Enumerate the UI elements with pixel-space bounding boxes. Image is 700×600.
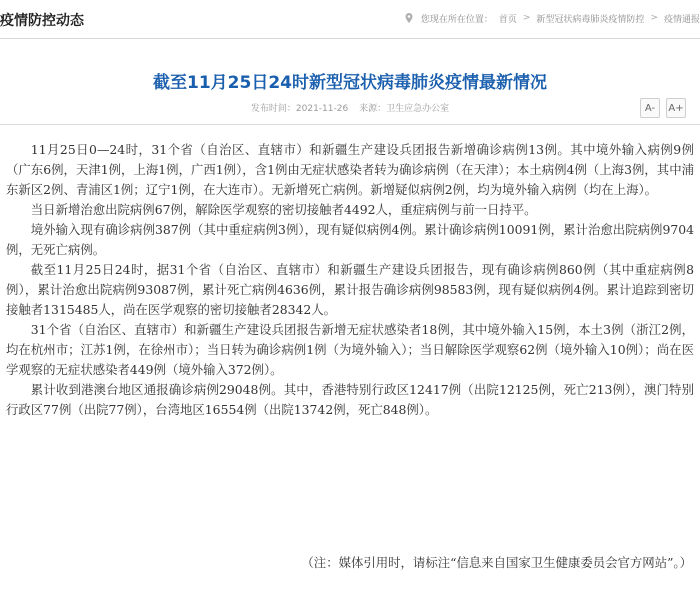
- citation-note: （注：媒体引用时，请标注“信息来自国家卫生健康委员会官方网站”。）: [301, 555, 692, 570]
- title-divider: [0, 124, 700, 125]
- article-title: 截至11月25日24时新型冠状病毒肺炎疫情最新情况: [153, 73, 547, 93]
- paragraph: 累计收到港澳台地区通报确诊病例29048例。其中，香港特别行政区12417例（出院12125例，死亡213例），澳门特别行政区77例（出院77例），台湾地区16554例（出院13742例，死亡848例）。: [6, 382, 694, 417]
- section-title: 疫情防控动态: [0, 13, 84, 29]
- font-size-controls: [640, 98, 686, 118]
- top-bar: [0, 0, 700, 39]
- paragraph: 截至11月25日24时，据31个省（自治区、直辖市）和新疆生产建设兵团报告，现有确诊病例860例（其中重症病例8例），累计治愈出院病例93087例，累计死亡病例4636例，累计报告确诊病例98583例，现有疑似病例4例。累计追踪到密切接触者1315485人，尚在医学观察的密切接触者28342人。: [6, 262, 694, 317]
- paragraph: 境外输入现有确诊病例387例（其中重症病例3例），现有疑似病例4例。累计确诊病例10091例，累计治愈出院病例9704例，无死亡病例。: [6, 222, 694, 257]
- paragraph: 11月25日0—24时，31个省（自治区、直辖市）和新疆生产建设兵团报告新增确诊病例13例。其中境外输入病例9例（广东6例，天津1例，上海1例，广西1例），含1例由无症状感染者转为确诊病例（在天津）；本土病例4例（上海3例，其中浦东新区2例、青浦区1例；辽宁1例，在大连市）。无新增死亡病例。新增疑似病例2例，均为境外输入病例（均在上海）。: [6, 142, 694, 197]
- breadcrumb-home[interactable]: 首页: [498, 14, 517, 25]
- article-body: [6, 140, 694, 420]
- location-pin-icon: [403, 12, 415, 24]
- font-larger-button[interactable]: A+: [666, 98, 686, 118]
- breadcrumb-separator: >: [650, 13, 658, 23]
- publish-date: 发布时间：2021-11-26: [250, 104, 349, 114]
- paragraph: 31个省（自治区、直辖市）和新疆生产建设兵团报告新增无症状感染者18例，其中境外输入15例，本土3例（浙江2例，均在杭州市；江苏1例，在徐州市）；当日转为确诊病例1例（为境外输入）；当日解除医学观察62例（境外输入10例）；尚在医学观察的无症状感染者449例（境外输入372例）。: [6, 322, 694, 377]
- article-meta: [0, 101, 700, 114]
- article-source: 来源：卫生应急办公室: [359, 104, 450, 114]
- breadcrumb-prefix: 您现在所在位置：: [420, 14, 493, 25]
- breadcrumb-report[interactable]: 疫情通报: [663, 14, 700, 25]
- breadcrumb-separator: >: [522, 13, 531, 23]
- paragraph: 当日新增治愈出院病例67例，解除医学观察的密切接触者4492人，重症病例与前一日持平。: [30, 202, 537, 217]
- font-smaller-button[interactable]: A-: [640, 98, 660, 118]
- breadcrumb: [403, 10, 700, 26]
- breadcrumb-epidemic[interactable]: 新型冠状病毒肺炎疫情防控: [536, 14, 645, 25]
